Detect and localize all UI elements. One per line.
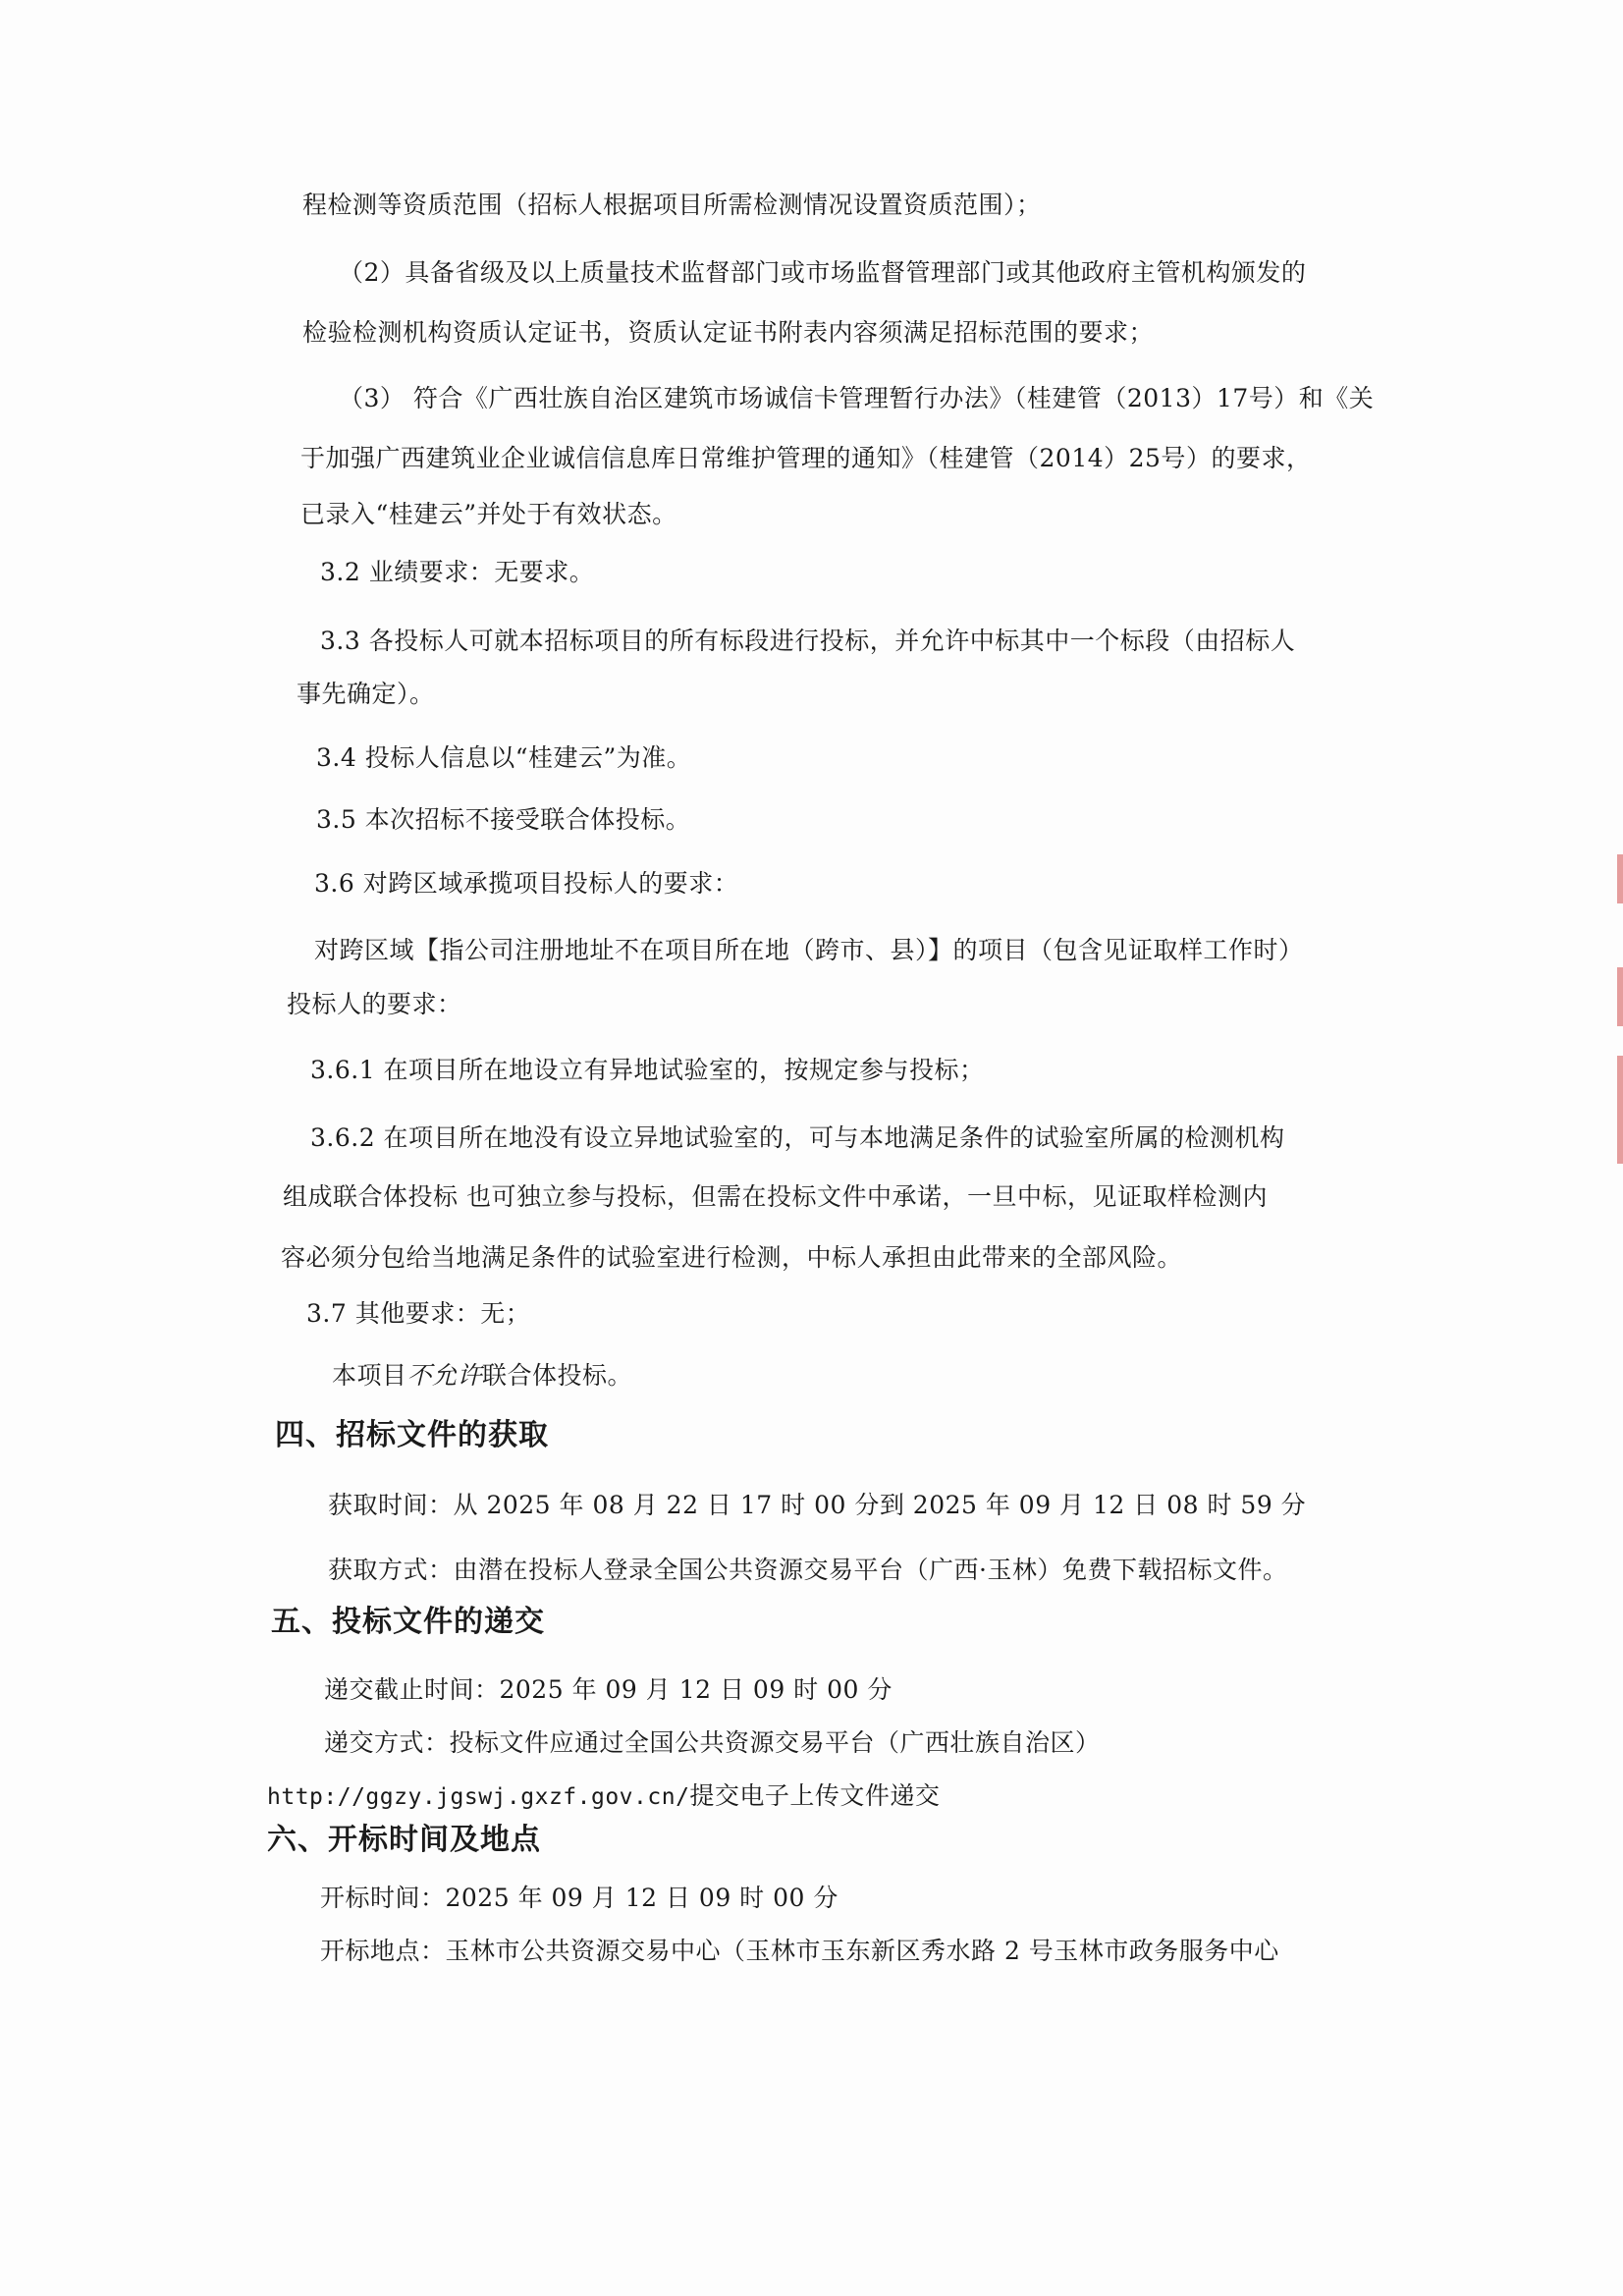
- text-line-4: （3） 符合《广西壮族自治区建筑市场诚信卡管理暂行办法》（桂建管（2013）17号）和《关: [339, 384, 1375, 412]
- section6-place: 开标地点：玉林市公共资源交易中心（玉林市玉东新区秀水路 2 号玉林市政务服务中心: [320, 1937, 1279, 1965]
- consortium-note: [332, 1359, 632, 1393]
- consortium-prefix: 本项目: [332, 1361, 407, 1390]
- consortium-emphasis: 不允许: [406, 1361, 483, 1390]
- text-line-13: 对跨区域【指公司注册地址不在项目所在地（跨市、县）】的项目（包含见证取样工作时）: [314, 936, 1304, 964]
- text-line-15: 3.6.1 在项目所在地设立有异地试验室的，按规定参与投标；: [310, 1056, 985, 1084]
- text-line-9: 事先确定）。: [297, 680, 435, 708]
- text-line-18: 容必须分包给当地满足条件的试验室进行检测，中标人承担由此带来的全部风险。: [281, 1243, 1183, 1272]
- text-line-14: 投标人的要求：: [287, 990, 462, 1018]
- text-line-17: 组成联合体投标 也可独立参与投标，但需在投标文件中承诺，一旦中标，见证取样检测内: [283, 1182, 1268, 1211]
- text-line-6: 已录入“桂建云”并处于有效状态。: [300, 500, 677, 528]
- section4-title: 四、招标文件的获取: [275, 1418, 549, 1452]
- text-line-2: （2）具备省级及以上质量技术监督部门或市场监督管理部门或其他政府主管机构颁发的: [339, 258, 1307, 287]
- section6-title: 六、开标时间及地点: [267, 1823, 541, 1857]
- section4-method: 获取方式：由潜在投标人登录全国公共资源交易平台（广西·玉林）免费下载招标文件。: [328, 1556, 1288, 1584]
- seal-fragment-middle: [1596, 967, 1623, 1026]
- consortium-suffix: 联合体投标。: [482, 1361, 633, 1390]
- text-line-3: 检验检测机构资质认定证书，资质认定证书附表内容须满足招标范围的要求；: [302, 318, 1155, 347]
- section5-url-suffix: 提交电子上传文件递交: [689, 1781, 941, 1810]
- text-line-10: 3.4 投标人信息以“桂建云”为准。: [316, 743, 692, 772]
- text-line-11: 3.5 本次招标不接受联合体投标。: [316, 805, 691, 834]
- text-line-7: 3.2 业绩要求：无要求。: [320, 558, 595, 586]
- seal-fragment-bottom: [1596, 1056, 1623, 1164]
- section5-url: http://ggzy.jgswj.gxzf.gov.cn/: [267, 1784, 690, 1810]
- section4-time: 获取时间：从 2025 年 08 月 22 日 17 时 00 分到 2025 年 09 月 12 日 08 时 59 分: [328, 1491, 1307, 1519]
- section5-title: 五、投标文件的递交: [271, 1605, 545, 1639]
- text-line-19: 3.7 其他要求：无；: [306, 1299, 531, 1328]
- seal-fragment-top: [1596, 854, 1623, 903]
- text-line-12: 3.6 对跨区域承揽项目投标人的要求：: [314, 869, 739, 898]
- section5-url-line: [267, 1779, 940, 1814]
- text-line-1: 程检测等资质范围（招标人根据项目所需检测情况设置资质范围）；: [302, 191, 1042, 219]
- section6-time: 开标时间：2025 年 09 月 12 日 09 时 00 分: [320, 1884, 839, 1912]
- text-line-5: 于加强广西建筑业企业诚信信息库日常维护管理的通知》（桂建管（2014）25号）的要求，: [300, 444, 1312, 472]
- text-line-16: 3.6.2 在项目所在地没有设立异地试验室的，可与本地满足条件的试验室所属的检测机构: [310, 1123, 1285, 1152]
- section5-method: 递交方式：投标文件应通过全国公共资源交易平台（广西壮族自治区）: [324, 1728, 1101, 1757]
- section5-deadline: 递交截止时间：2025 年 09 月 12 日 09 时 00 分: [324, 1675, 893, 1704]
- text-line-8: 3.3 各投标人可就本招标项目的所有标段进行投标，并允许中标其中一个标段（由招标人: [320, 627, 1296, 655]
